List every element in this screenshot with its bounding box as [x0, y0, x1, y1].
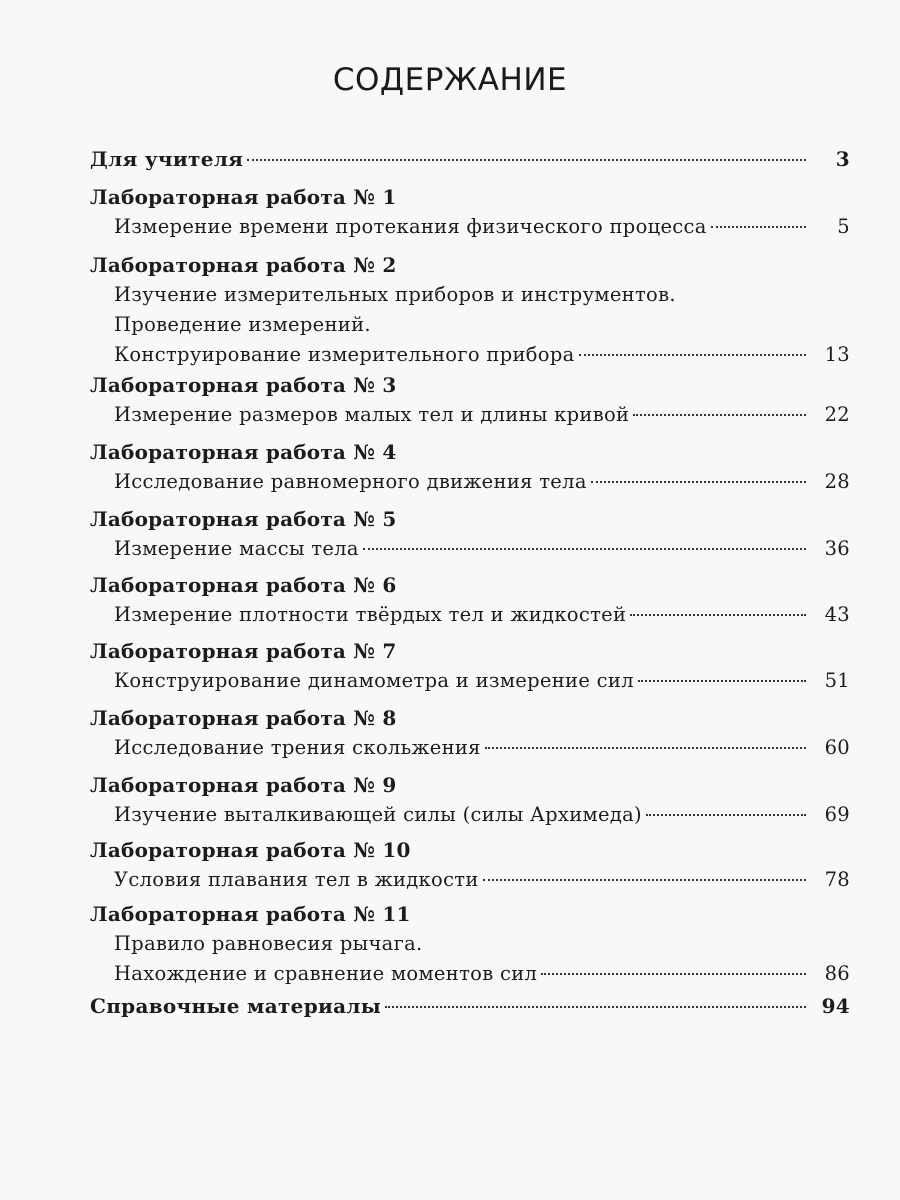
- dot-leader: [247, 159, 806, 161]
- dot-leader: [363, 548, 806, 550]
- dot-leader: [591, 481, 806, 483]
- page-number: 5: [837, 215, 850, 238]
- toc-entry-label: Для учителя: [90, 147, 244, 171]
- toc-entry-lab-11[interactable]: [90, 899, 850, 989]
- page-number: 60: [824, 736, 850, 759]
- page-number: 51: [824, 669, 850, 692]
- lab-heading: Лабораторная работа № 8: [90, 706, 397, 730]
- lab-title: Измерение размеров малых тел и длины кривой: [114, 403, 630, 426]
- toc-line: [90, 600, 850, 630]
- toc-line: [90, 865, 850, 895]
- lab-title: Исследование равномерного движения тела: [114, 470, 587, 493]
- lab-heading: Лабораторная работа № 3: [90, 373, 397, 397]
- page-number: 28: [824, 470, 850, 493]
- page-number: 86: [824, 962, 850, 985]
- toc-line: [90, 467, 850, 497]
- dot-leader: [711, 226, 806, 228]
- page-number: 22: [824, 403, 850, 426]
- dot-leader: [646, 814, 806, 816]
- lab-heading: Лабораторная работа № 6: [90, 573, 397, 597]
- toc-entry-lab-6[interactable]: [90, 570, 850, 630]
- toc-entry-label: Справочные материалы: [90, 994, 382, 1018]
- page-number: 13: [824, 343, 850, 366]
- lab-title: Измерение массы тела: [114, 537, 359, 560]
- toc-entry-reference[interactable]: [90, 991, 850, 1021]
- dot-leader: [579, 354, 806, 356]
- lab-title: Нахождение и сравнение моментов сил: [114, 962, 538, 985]
- lab-heading: Лабораторная работа № 9: [90, 773, 397, 797]
- lab-heading: Лабораторная работа № 7: [90, 639, 397, 663]
- toc-entry-lab-4[interactable]: [90, 437, 850, 497]
- lab-heading: Лабораторная работа № 10: [90, 838, 411, 862]
- toc-entry-lab-2[interactable]: [90, 250, 850, 370]
- toc-line: [90, 800, 850, 830]
- dot-leader: [541, 973, 806, 975]
- toc-line: [90, 959, 850, 989]
- toc-entry-lab-10[interactable]: [90, 835, 850, 895]
- toc-entry-lab-8[interactable]: [90, 703, 850, 763]
- lab-heading: Лабораторная работа № 5: [90, 507, 397, 531]
- toc-line: [90, 144, 850, 174]
- page-number: 78: [824, 868, 850, 891]
- toc-line: [90, 991, 850, 1021]
- lab-title-line: Изучение измерительных приборов и инструментов.: [114, 283, 676, 306]
- toc-entry-lab-7[interactable]: [90, 636, 850, 696]
- dot-leader: [485, 747, 806, 749]
- toc-entry-intro[interactable]: [90, 144, 850, 174]
- page-number: 94: [821, 994, 850, 1018]
- toc-line: [90, 212, 850, 242]
- toc-entry-lab-5[interactable]: [90, 504, 850, 564]
- toc-line: [90, 666, 850, 696]
- toc-line: [90, 534, 850, 564]
- lab-heading: Лабораторная работа № 1: [90, 185, 397, 209]
- lab-heading: Лабораторная работа № 4: [90, 440, 397, 464]
- page-number: 36: [824, 537, 850, 560]
- lab-title-line: Правило равновесия рычага.: [114, 932, 423, 955]
- toc-line: [90, 733, 850, 763]
- lab-title: Конструирование динамометра и измерение сил: [114, 669, 634, 692]
- page-number: 43: [824, 603, 850, 626]
- lab-title: Конструирование измерительного прибора: [114, 343, 575, 366]
- lab-title: Исследование трения скольжения: [114, 736, 481, 759]
- lab-title: Измерение плотности твёрдых тел и жидкостей: [114, 603, 627, 626]
- page-number: 69: [824, 803, 850, 826]
- lab-heading: Лабораторная работа № 11: [90, 902, 411, 926]
- toc-entry-lab-1[interactable]: [90, 182, 850, 242]
- lab-heading: Лабораторная работа № 2: [90, 253, 397, 277]
- dot-leader: [633, 414, 806, 416]
- lab-title-line: Проведение измерений.: [114, 313, 371, 336]
- lab-title: Изучение выталкивающей силы (силы Архимеда): [114, 803, 642, 826]
- toc-entry-lab-9[interactable]: [90, 770, 850, 830]
- dot-leader: [630, 614, 806, 616]
- toc-line: [90, 340, 850, 370]
- page-number: 3: [835, 147, 850, 171]
- toc-entry-lab-3[interactable]: [90, 370, 850, 430]
- toc-line: [90, 400, 850, 430]
- dot-leader: [483, 879, 806, 881]
- lab-title: Условия плавания тел в жидкости: [114, 868, 479, 891]
- dot-leader: [385, 1006, 806, 1008]
- dot-leader: [638, 680, 806, 682]
- lab-title: Измерение времени протекания физического процесса: [114, 215, 707, 238]
- page-title: СОДЕРЖАНИЕ: [332, 62, 568, 98]
